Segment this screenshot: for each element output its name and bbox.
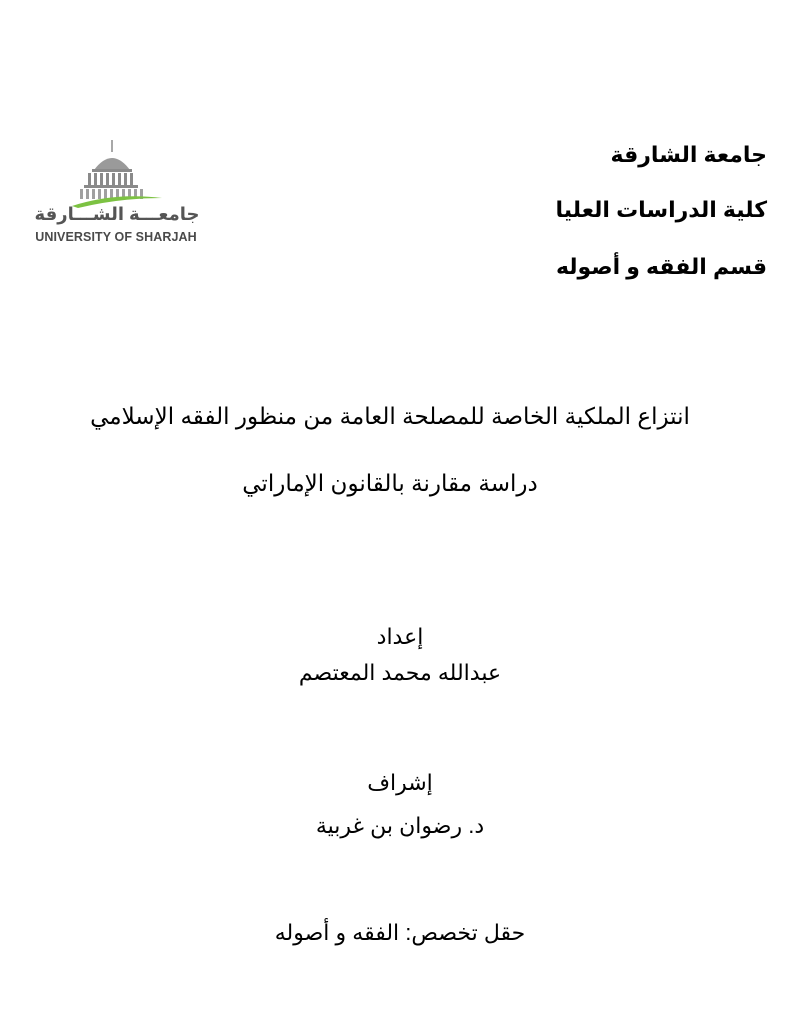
thesis-subtitle: دراسة مقارنة بالقانون الإماراتي [242, 470, 538, 496]
thesis-title: انتزاع الملكية الخاصة للمصلحة العامة من منظور الفقه الإسلامي [90, 403, 690, 429]
supervisor-name: د. رضوان بن غربية [315, 813, 485, 838]
prepared-by-label: إعداد [376, 624, 424, 649]
college-name: كلية الدراسات العليا [555, 197, 767, 222]
logo-english-text: UNIVERSITY OF SHARJAH [35, 230, 197, 244]
university-dome-icon [28, 140, 200, 210]
university-name: جامعة الشارقة [610, 142, 767, 167]
department-name: قسم الفقه و أصوله [555, 254, 767, 279]
supervisor-label: إشراف [367, 770, 433, 795]
specialization-field: حقل تخصص: الفقه و أصوله [274, 920, 526, 945]
university-logo [28, 140, 200, 250]
logo-arabic-text: جامعـــة الشـــارقة [34, 204, 200, 224]
author-name: عبدالله محمد المعتصم [298, 660, 502, 685]
